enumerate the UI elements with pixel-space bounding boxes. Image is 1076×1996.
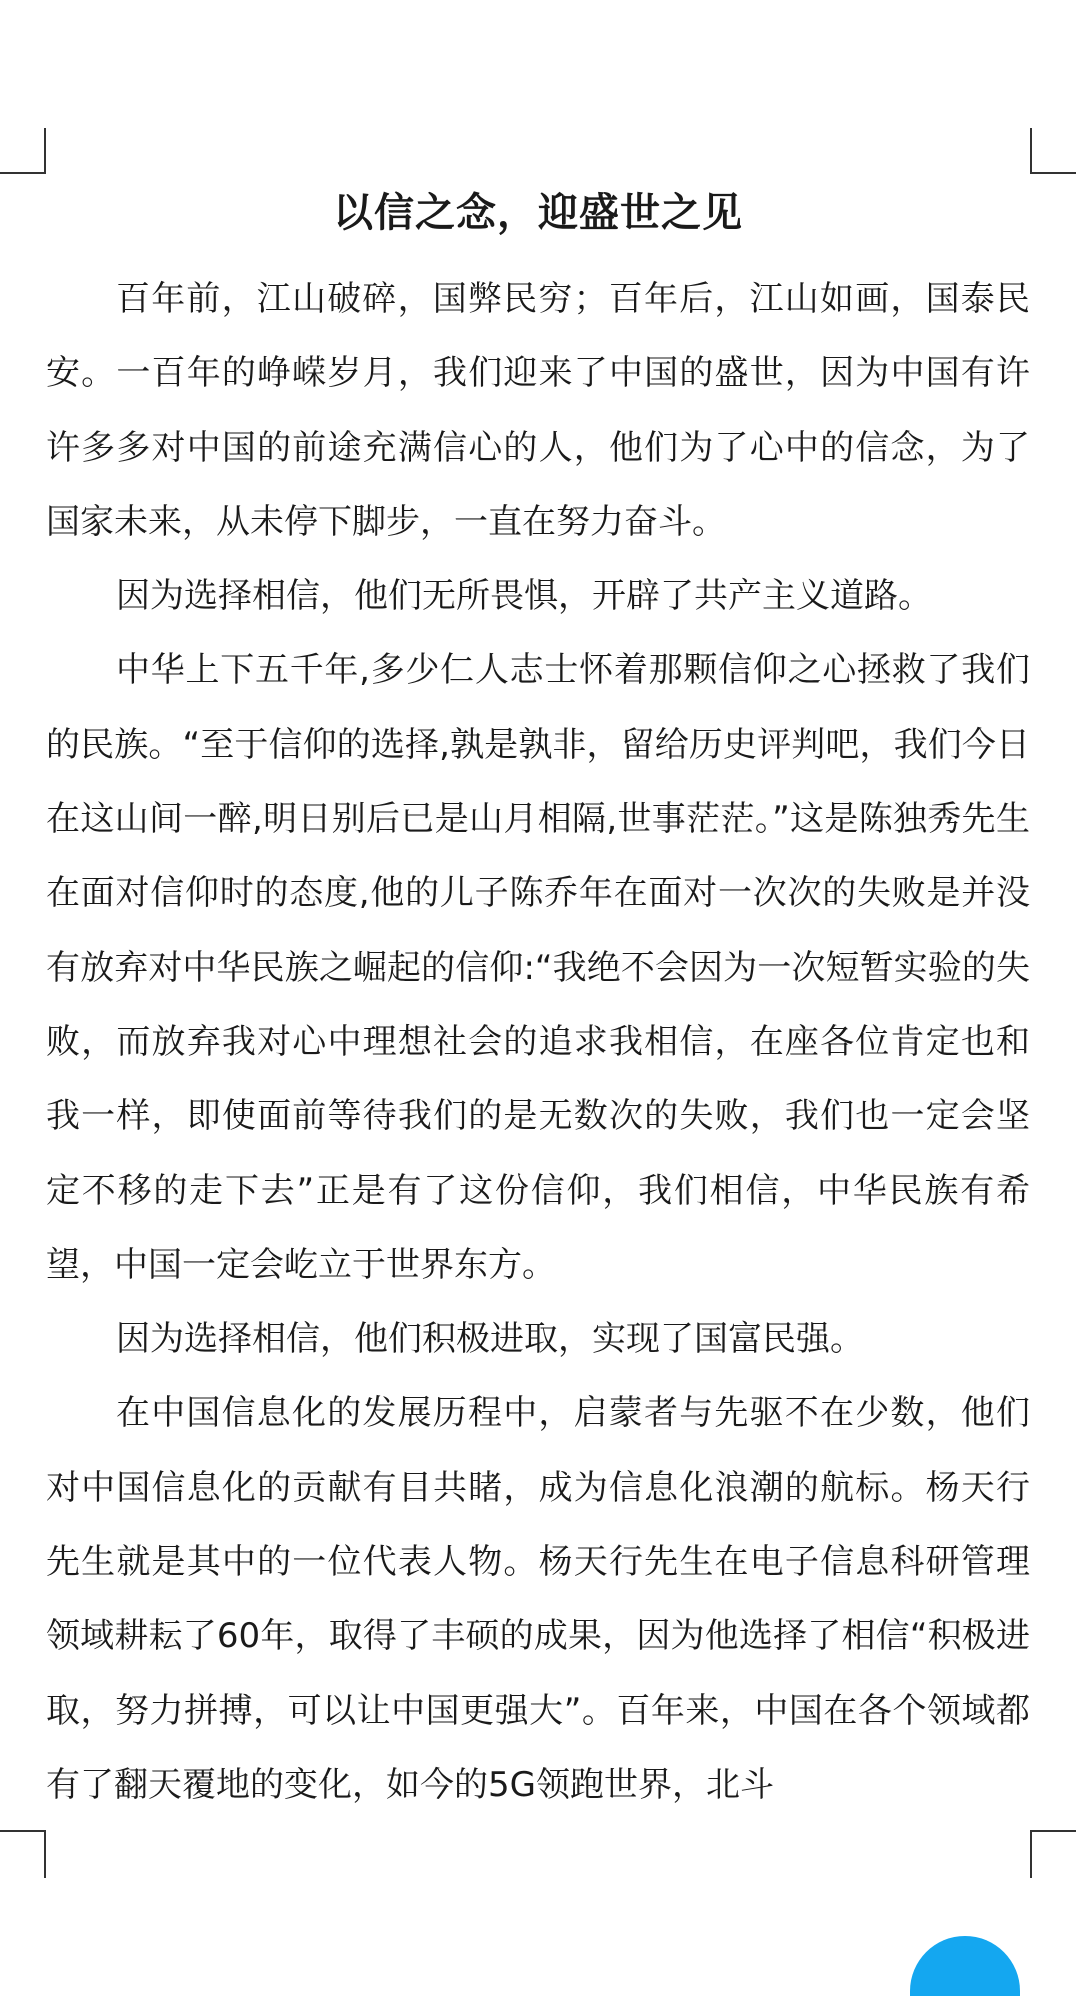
page-margin-corner-bottom-right bbox=[1030, 1830, 1076, 1878]
page-margin-corner-top-right bbox=[1030, 128, 1076, 174]
paragraph: 中华上下五千年,多少仁人志士怀着那颗信仰之心拯救了我们的民族。“至于信仰的选择,孰是孰非，留给历史评判吧，我们今日在这山间一醉,明日别后已是山月相隔,世事茫茫。”这是陈独秀先生在面对信仰时的态度,他的儿子陈乔年在面对一次次的失败是并没有放弃对中华民族之崛起的信仰:“我绝不会因为一次短暂实验的失败，而放弃我对心中理想社会的追求我相信，在座各位肯定也和我一样，即使面前等待我们的是无数次的失败，我们也一定会坚定不移的走下去”正是有了这份信仰，我们相信，中华民族有希望，中国一定会屹立于世界东方。 bbox=[46, 650, 1030, 1285]
paragraph: 因为选择相信，他们积极进取，实现了国富民强。 bbox=[116, 1319, 864, 1360]
paragraph: 百年前，江山破碎，国弊民穷；百年后，江山如画，国泰民安。一百年的峥嵘岁月，我们迎来了中国的盛世，因为中国有许许多多对中国的前途充满信心的人，他们为了心中的信念，为了国家未来，从未停下脚步，一直在努力奋斗。 bbox=[46, 279, 1030, 542]
floating-action-button[interactable] bbox=[910, 1936, 1020, 1996]
document-title: 以信之念，迎盛世之见 bbox=[333, 190, 743, 236]
paragraph: 在中国信息化的发展历程中，启蒙者与先驱不在少数，他们对中国信息化的贡献有目共睹，成为信息化浪潮的航标。杨天行先生就是其中的一位代表人物。杨天行先生在电子信息科研管理领域耕耘了60年，取得了丰硕的成果，因为他选择了相信“积极进取，努力拼搏，可以让中国更强大”。百年来，中国在各个领域都有了翻天覆地的变化，如今的5G领跑世界，北斗 bbox=[46, 1393, 1030, 1805]
page-margin-corner-bottom-left bbox=[0, 1830, 46, 1878]
paragraph: 因为选择相信，他们无所畏惧，开辟了共产主义道路。 bbox=[116, 576, 932, 617]
page-margin-corner-top-left bbox=[0, 128, 46, 174]
document-body[interactable] bbox=[46, 178, 1030, 1822]
